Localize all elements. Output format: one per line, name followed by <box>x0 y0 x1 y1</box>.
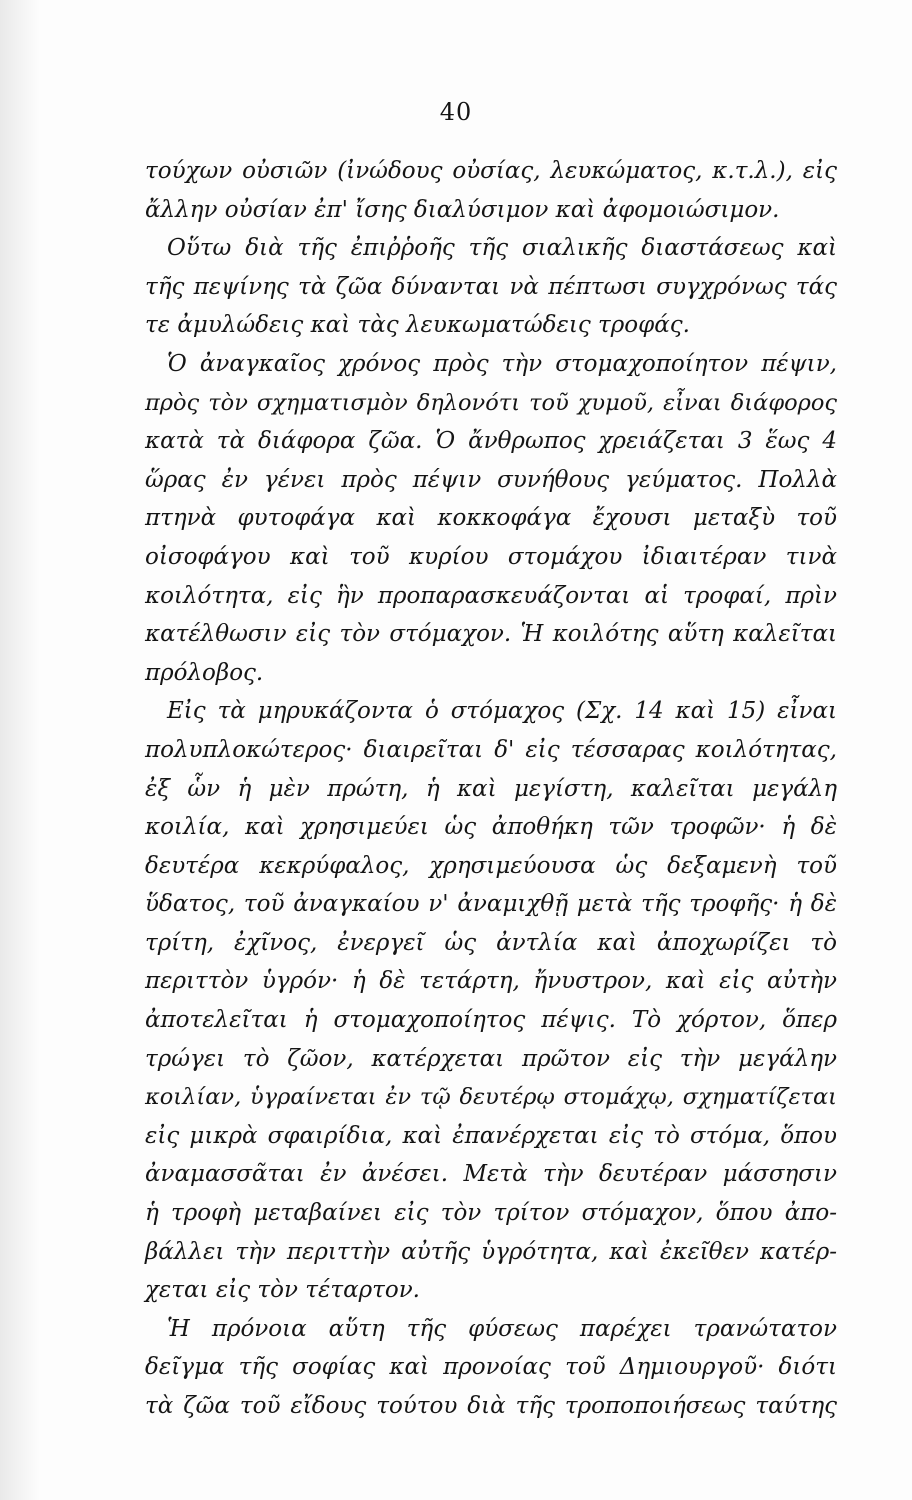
text-line: κοιλία, καὶ χρησιμεύει ὡς ἀποθήκη τῶν τροφῶν· ἡ δὲ <box>145 814 837 841</box>
text-line: εἰς μικρὰ σφαιρίδια, καὶ ἐπανέρχεται εἰς τὸ στόμα, ὅπου <box>145 1122 837 1149</box>
text-line: πολυπλοκώτερος· διαιρεῖται δ' εἰς τέσσαρας κοιλότητας, <box>145 736 837 763</box>
text-line: Εἰς τὰ μηρυκάζοντα ὁ στόμαχος (Σχ. 14 καὶ 15) εἶναι <box>167 698 837 725</box>
text-line: κοιλότητα, εἰς ἣν προπαρασκευάζονται αἱ τροφαί, πρὶν <box>145 582 837 609</box>
text-line: Οὕτω διὰ τῆς ἐπιῤῥοῆς τῆς σιαλικῆς διαστάσεως καὶ <box>167 235 837 262</box>
text-line: κατέλθωσιν εἰς τὸν στόμαχον. Ἡ κοιλότης αὕτη καλεῖται <box>145 621 837 648</box>
text-line: περιττὸν ὑγρόν· ἡ δὲ τετάρτη, ἤνυστρον, καὶ εἰς αὐτὴν <box>145 968 837 995</box>
text-line: ὕδατος, τοῦ ἀναγκαίου ν' ἀναμιχθῇ μετὰ τῆς τροφῆς· ἡ δὲ <box>145 891 837 918</box>
text-line: ὥρας ἐν γένει πρὸς πέψιν συνήθους γεύματος. Πολλὰ <box>145 466 837 493</box>
text-line: τρίτη, ἐχῖνος, ἐνεργεῖ ὡς ἀντλία καὶ ἀποχωρίζει τὸ <box>145 929 837 956</box>
text-line: ἐξ ὧν ἡ μὲν πρώτη, ἡ καὶ μεγίστη, καλεῖται μεγάλη <box>145 775 837 802</box>
page-number: 40 <box>439 98 473 126</box>
text-line: βάλλει τὴν περιττὴν αὐτῆς ὑγρότητα, καὶ ἐκεῖθεν κατέρ- <box>145 1238 837 1265</box>
text-line: τὰ ζῶα τοῦ εἴδους τούτου διὰ τῆς τροποποιήσεως ταύτης <box>145 1393 837 1419</box>
body-text <box>145 152 837 1426</box>
text-line: κοιλίαν, ὑγραίνεται ἐν τῷ δευτέρῳ στομάχῳ, σχηματίζεται <box>145 1084 837 1111</box>
text-line: τῆς πεψίνης τὰ ζῶα δύνανται νὰ πέπτωσι συγχρόνως τάς <box>145 273 837 300</box>
text-line: ἀποτελεῖται ἡ στομαχοποίητος πέψις. Τὸ χόρτον, ὅπερ <box>145 1007 837 1034</box>
text-line: ἄλλην οὐσίαν ἐπ' ἴσης διαλύσιμον καὶ ἀφομοιώσιμον. <box>145 196 780 223</box>
text-line: οἰσοφάγου καὶ τοῦ κυρίου στομάχου ἰδιαιτέραν τινὰ <box>145 543 837 570</box>
text-line: πρὸς τὸν σχηματισμὸν δηλονότι τοῦ χυμοῦ, εἶναι διάφορος <box>145 389 837 416</box>
text-line: πρόλοβος. <box>145 659 264 686</box>
text-line: κατὰ τὰ διάφορα ζῶα. Ὁ ἄνθρωπος χρειάζεται 3 ἕως 4 <box>145 428 837 455</box>
text-line: τρώγει τὸ ζῶον, κατέρχεται πρῶτον εἰς τὴν μεγάλην <box>145 1045 837 1072</box>
text-line: ἡ τροφὴ μεταβαίνει εἰς τὸν τρίτον στόμαχον, ὅπου ἀπο- <box>145 1200 837 1227</box>
text-line: τε ἀμυλώδεις καὶ τὰς λευκωματώδεις τροφάς. <box>145 312 690 339</box>
text-line: πτηνὰ φυτοφάγα καὶ κοκκοφάγα ἔχουσι μεταξὺ τοῦ <box>145 505 837 532</box>
text-line: Ὁ ἀναγκαῖος χρόνος πρὸς τὴν στομαχοποίητον πέψιν, <box>167 350 837 377</box>
text-line: τούχων οὐσιῶν (ἰνώδους οὐσίας, λευκώματος, κ.τ.λ.), εἰς <box>145 158 837 184</box>
text-line: δευτέρα κεκρύφαλος, χρησιμεύουσα ὡς δεξαμενὴ τοῦ <box>145 852 837 879</box>
binding-shadow <box>0 0 40 1500</box>
text-line: Ἡ πρόνοια αὕτη τῆς φύσεως παρέχει τρανώτατον <box>167 1315 837 1342</box>
text-line: ἀναμασσᾶται ἐν ἀνέσει. Μετὰ τὴν δευτέραν μάσσησιν <box>145 1161 837 1188</box>
text-line: δεῖγμα τῆς σοφίας καὶ προνοίας τοῦ Δημιουργοῦ· διότι <box>145 1354 837 1381</box>
text-line: χεται εἰς τὸν τέταρτον. <box>145 1277 420 1304</box>
